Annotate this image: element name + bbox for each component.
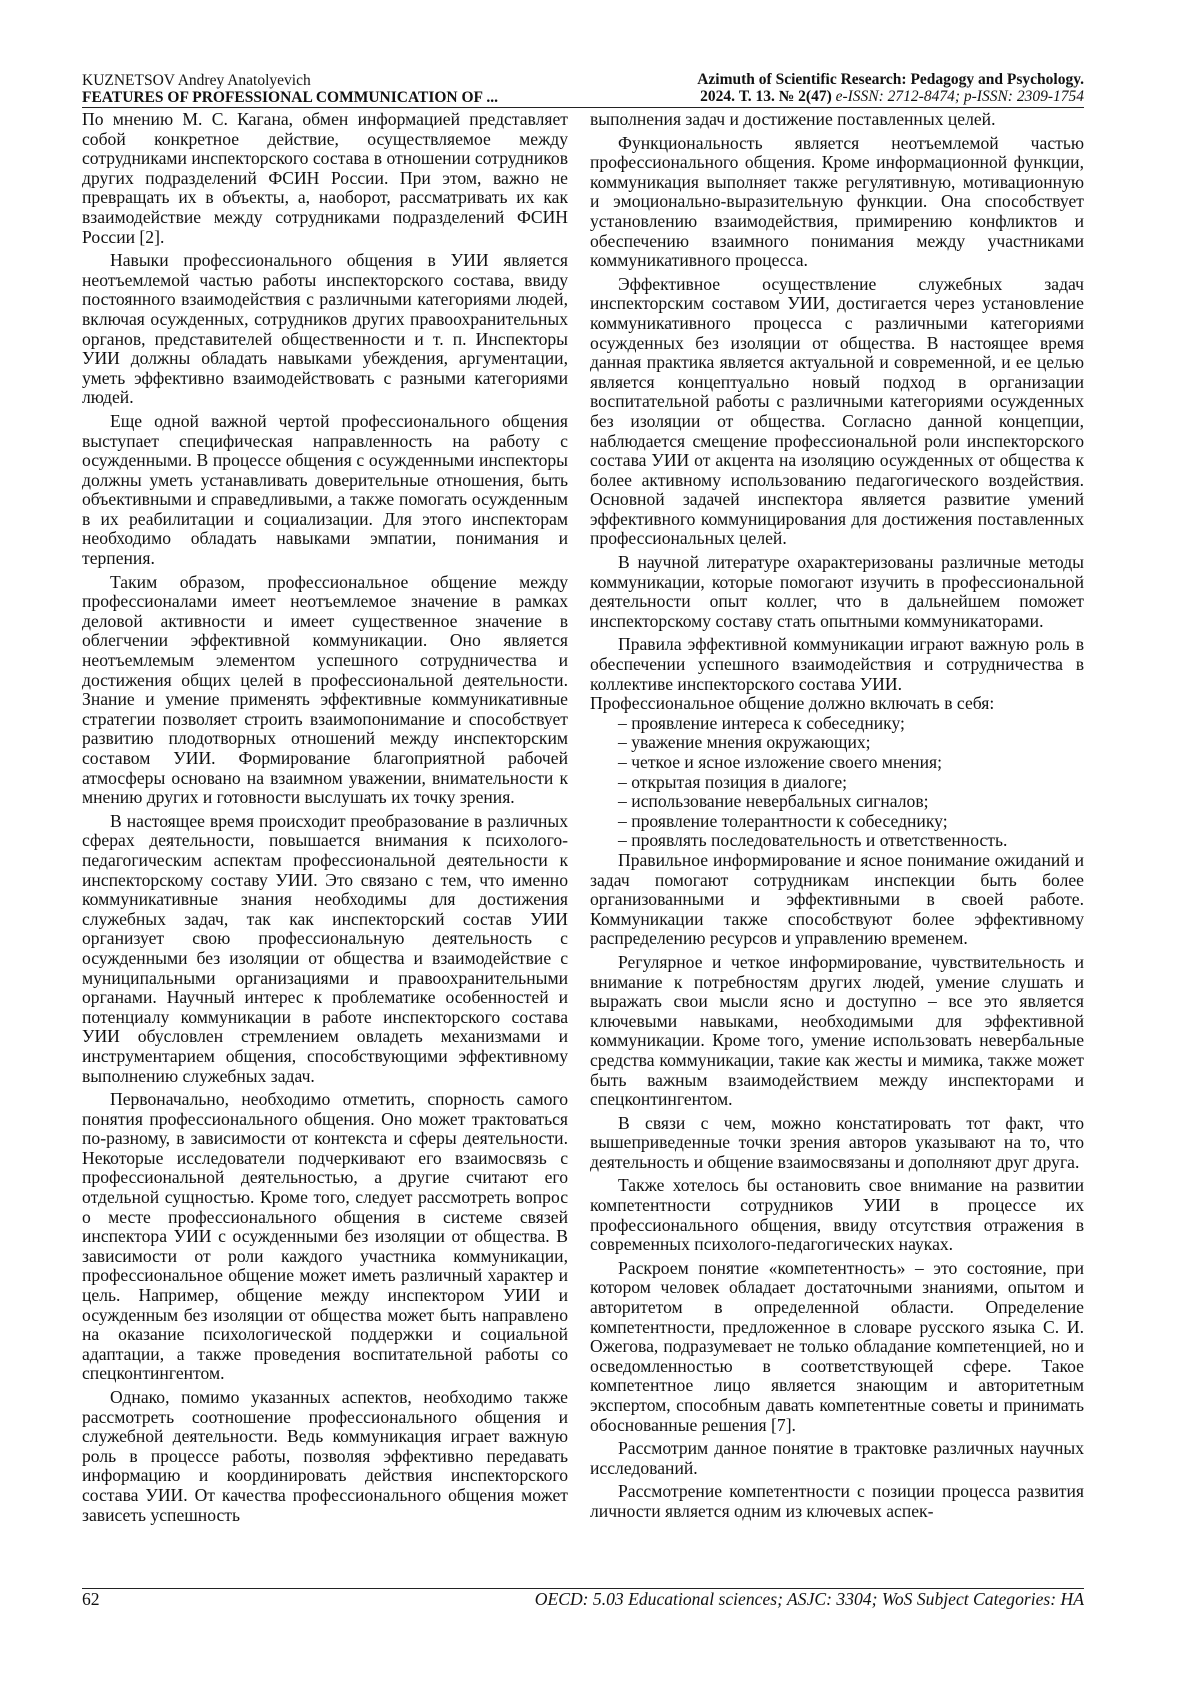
author-name: KUZNETSOV Andrey Anatolyevich [82,72,311,89]
paragraph: Рассмотрение компетентности с позиции процесса развития личности является одним из ключевых аспек- [590,1481,1084,1521]
list-item: – проявление толерантности к собеседнику; [618,810,948,831]
left-column [82,110,568,1585]
paragraph: В связи с чем, можно констатировать тот факт, что вышеприведенные точки зрения авторов указывают на то, что деятельность и общение взаимосвязаны и дополняют друг друга. [590,1112,1084,1172]
paragraph: Раскроем понятие «компетентность» – это состояние, при котором человек обладает достаточными знаниями, опытом и авторитетом в определенной области. Определение компетентности, предложенное в словаре русского языка С. И. Ожегова, подразумевает не только обладание компетенцией, но и осведомленностью в соответствующей сфере. Такое компетентное лицо является знающим и авторитетным экспертом, способным давать компетентные советы и принимать обоснованные решения [7]. [590,1257,1084,1435]
paragraph: В настоящее время происходит преобразование в различных сферах деятельности, повышается внимания к психолого-педагогическим аспектам профессиональной деятельности к инспекторскому составу УИИ. Это связано с тем, что именно коммуникативные знания необходимы для достижения служебных задач, так как инспекторский состав УИИ организует свою профессиональную деятельность с осужденными без изоляции от общества и взаимодействие с муниципальными организациями и правоохранительными органами. Научный интерес к проблематике особенностей и потенциалу коммуникации в работе инспекторского состава УИИ обусловлен стремлением овладеть механизмами и инструментарием общения, способствующими эффективному выполнению служебных задач. [82,810,568,1086]
article-title: FEATURES OF PROFESSIONAL COMMUNICATION OF ... [82,89,498,106]
paragraph: Навыки профессионального общения в УИИ является неотъемлемой частью работы инспекторского состава, ввиду постоянного взаимодействия с различными категориями людей, включая осужденных, сотрудников других правоохранительных органов, представителей общественности и т. п. Инспекторы УИИ должны обладать навыками убеждения, аргументации, уметь эффективно взаимодействовать с разными категориями людей. [82,250,568,408]
paragraph: Рассмотрим данное понятие в трактовке различных научных исследований. [590,1438,1084,1478]
list-intro: Профессиональное общение должно включать в себя: [590,693,995,714]
paragraph: Правила эффективной коммуникации играют важную роль в обеспечении успешного взаимодействия и сотрудничества в коллективе инспекторского состава УИИ. [590,634,1084,694]
paragraph: По мнению М. С. Кагана, обмен информацией представляет собой конкретное действие, осуществляемое между сотрудниками инспекторского состава в отношении сотрудников других подразделений ФСИН России. При этом, важно не превращать их в объекты, а, наоборот, рассматривать их как взаимодействие между сотрудниками подразделений ФСИН России [2]. [82,110,568,247]
subject-classification: OECD: 5.03 Educational sciences; ASJC: 3304; WoS Subject Categories: HA [534,1589,1084,1609]
journal-name: Azimuth of Scientific Research: Pedagogy and Psychology. [697,71,1084,88]
paragraph: Первоначально, необходимо отметить, спорность самого понятия профессионального общения. Оно может трактоваться по-разному, в зависимости от контекста и сферы деятельности. Некоторые исследователи подчеркивают его взаимосвязь с профессиональной деятельностью, а другие считают его отдельной сущностью. Кроме того, следует рассмотреть вопрос о месте профессионального общения в системе связей инспектора УИИ с осужденными без изоляции от общества. В зависимости от роли каждого участника коммуникации, профессиональное общение может иметь различный характер и цель. Например, общение между инспектором УИИ и осужденным без изоляции от общества может быть направлено на оказание психологической поддержки и социальной адаптации, а также проведения воспитательной работы со спецконтингентом. [82,1089,568,1384]
list-item: – проявление интереса к собеседнику; [618,712,905,733]
paragraph: Правильное информирование и ясное понимание ожиданий и задач помогают сотрудникам инспекции быть более организованными и эффективными в своей работе. Коммуникации также способствуют более эффективному распределению ресурсов и управлению временем. [590,849,1084,949]
list-item: – использование невербальных сигналов; [618,791,929,812]
paragraph: Еще одной важной чертой профессионального общения выступает специфическая направленность на работу с осужденными. В процессе общения с осужденными инспекторы должны уметь устанавливать доверительные отношения, быть объективными и справедливыми, а также помогать осужденным в их реабилитации и социализации. Для этого инспекторам необходимо обладать навыками эмпатии, понимания и терпения. [82,410,568,569]
list-item: – уважение мнения окружающих; [618,732,871,753]
issue-line [564,88,1084,105]
header-rule [82,107,1084,108]
paragraph: В научной литературе охарактеризованы различные методы коммуникации, которые помогают изучить в профессиональной деятельности опыт коллег, что в дальнейшем поможет инспекторскому составу стать опытными коммуникаторами. [590,552,1084,631]
paragraph: Таким образом, профессиональное общение между профессионалами имеет неотъемлемое значение в рамках деловой активности и имеет существенное значение в облегчении эффективной коммуникации. Оно является неотъемлемым элементом успешного сотрудничества и достижения общих целей в профессиональной деятельности. Знание и умение применять эффективные коммуникативные стратегии позволяет строить взаимопонимание и способствует развитию плодотворных отношений между инспекторским составом УИИ. Формирование благоприятной рабочей атмосферы основано на взаимном уважении, внимательности к мнению других и готовности выслушать их точку зрения. [82,571,568,808]
running-header-left [82,72,582,106]
right-column [590,110,1084,1585]
issn: e-ISSN: 2712-8474; p-ISSN: 2309-1754 [835,88,1084,105]
paragraph: Эффективное осуществление служебных задач инспекторским составом УИИ, достигается через установление коммуникативного процесса с различными категориями осужденных без изоляции от общества. В настоящее время данная практика является актуальной и современной, и ее целью является концептуально новый подход в организации воспитательной работы с различными категориями осужденных без изоляции от общества. Согласно данной концепции, наблюдается смещение профессиональной роли инспекторского состава УИИ от акцента на изоляцию осужденных от общества к более активному использованию педагогического воздействия. Основной задачей инспектора является развитие умений эффективного коммуницирования для достижения поставленных профессиональных целей. [590,273,1084,549]
page-number: 62 [82,1589,100,1609]
list-item: – четкое и ясное изложение своего мнения; [618,752,942,772]
running-header-right [564,71,1084,105]
paragraph: Также хотелось бы остановить свое внимание на развитии компетентности сотрудников УИИ в процессе их профессионального общения, ввиду отсутствия отражения в современных психолого-педагогических науках. [590,1175,1084,1255]
list-item: – проявлять последовательность и ответственность. [618,830,1008,851]
requirements-list [618,714,1084,851]
issue-number: 2024. Т. 13. № 2(47) [700,88,832,105]
paragraph: выполнения задач и достижение поставленных целей. [590,110,996,129]
paragraph: Функциональность является неотъемлемой частью профессионального общения. Кроме информационной функции, коммуникация выполняет также регулятивную, мотивационную и эмоционально-выразительную функции. Она способствует установлению взаимодействия, примирению конфликтов и обеспечению взаимного понимания между участниками коммуникативного процесса. [590,132,1084,271]
list-item: – открытая позиция в диалоге; [618,771,848,792]
paragraph: Регулярное и четкое информирование, чувствительность и внимание к потребностям других людей, умение слушать и выражать свои мысли ясно и доступно – все это является ключевыми навыками, необходимыми для эффективной коммуникации. Кроме того, умение использовать невербальные средства коммуникации, такие как жесты и мимика, также может быть важным взаимодействием между инспекторами и спецконтингентом. [590,951,1084,1110]
paragraph: Однако, помимо указанных аспектов, необходимо также рассмотреть соотношение профессионального общения и служебной деятельности. Ведь коммуникация играет важную роль в процессе работы, позволяя эффективно передавать информацию и координировать действия инспекторского состава УИИ. От качества профессионального общения может зависеть успешность [82,1387,568,1525]
